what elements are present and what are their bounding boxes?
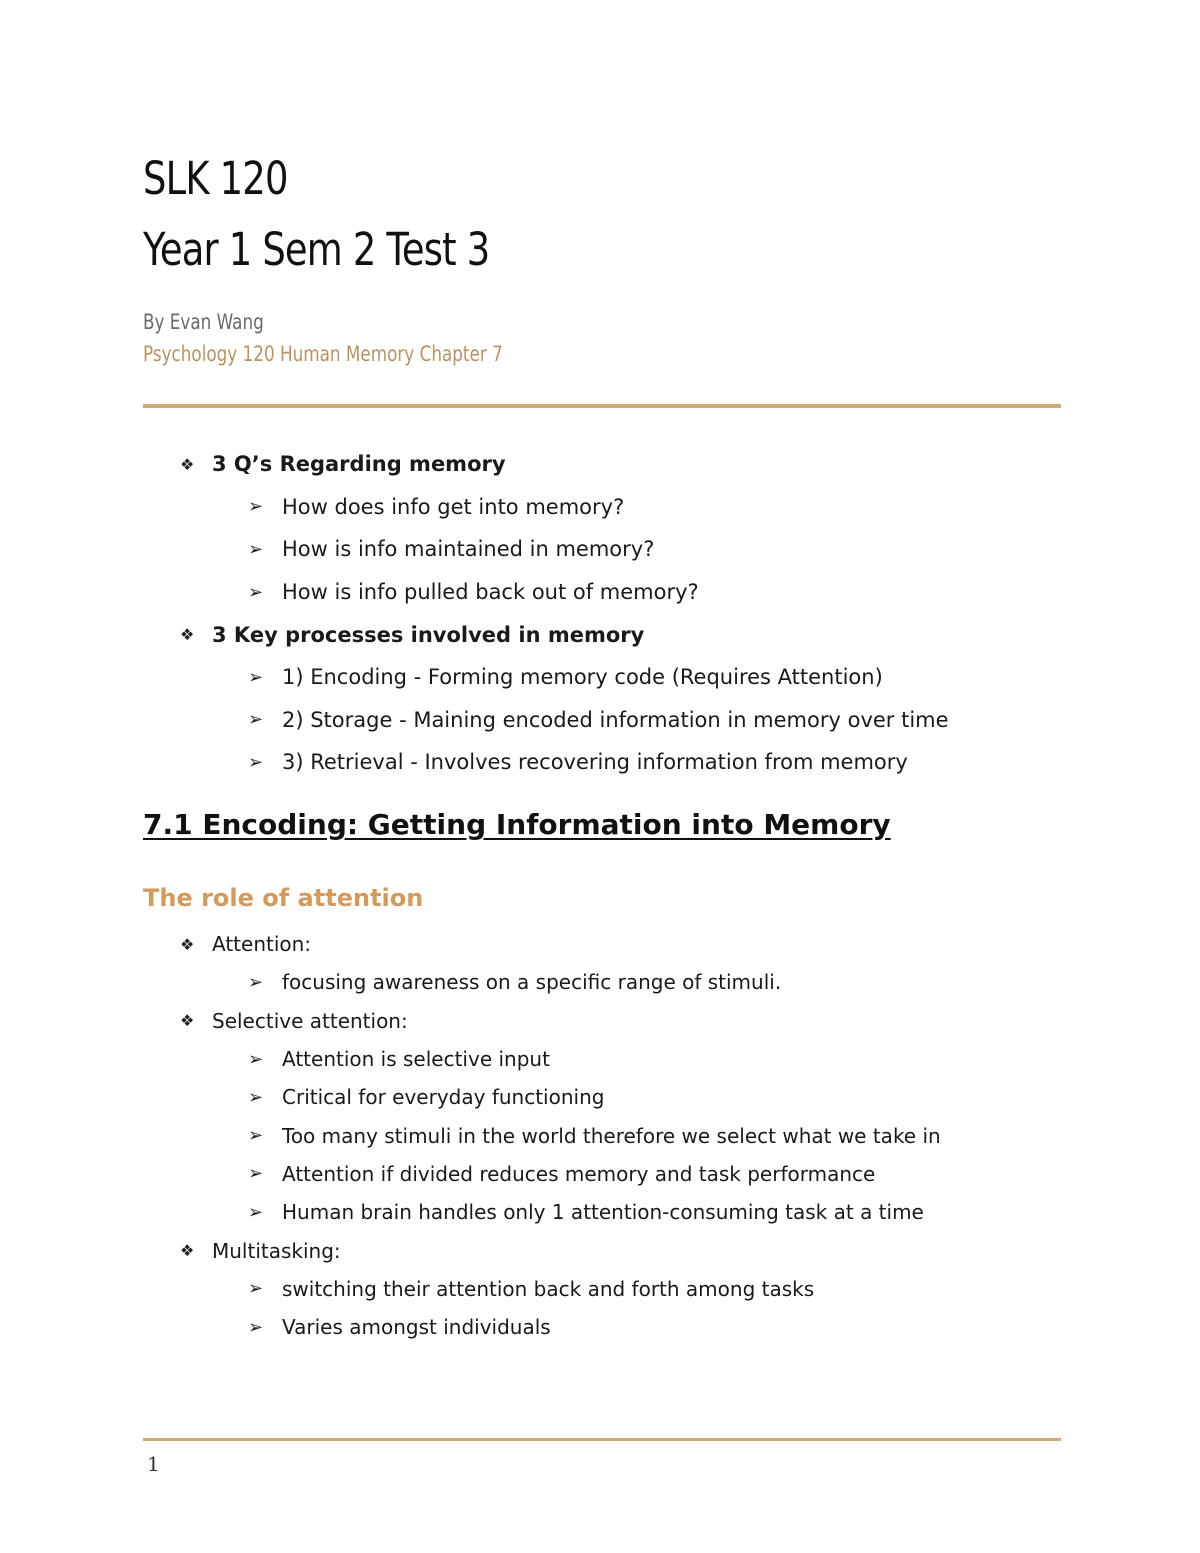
diamond-bullet-icon: ❖ <box>180 934 195 954</box>
arrow-bullet-icon: ➢ <box>248 538 264 560</box>
arrow-bullet-icon: ➢ <box>248 971 264 993</box>
footer-divider <box>143 1438 1061 1441</box>
document-subtitle: Year 1 Sem 2 Test 3 <box>143 223 490 276</box>
arrow-bullet-icon: ➢ <box>248 1048 264 1070</box>
list-heading: 3 Q’s Regarding memory <box>212 452 506 477</box>
list-text: 3) Retrieval - Involves recovering information from memory <box>282 750 908 775</box>
list-item <box>180 613 1080 656</box>
list-text: switching their attention back and forth among tasks <box>282 1276 815 1301</box>
overview-list <box>180 443 1080 784</box>
list-text: How does info get into memory? <box>282 494 625 519</box>
list-item <box>180 925 1080 963</box>
document-title: SLK 120 <box>143 152 288 205</box>
list-text: 1) Encoding - Forming memory code (Requires Attention) <box>282 665 883 690</box>
list-text: How is info maintained in memory? <box>282 537 655 562</box>
list-item <box>180 571 1080 614</box>
arrow-bullet-icon: ➢ <box>248 666 264 688</box>
list-text: focusing awareness on a specific range of stimuli. <box>282 970 782 995</box>
arrow-bullet-icon: ➢ <box>248 1278 264 1300</box>
arrow-bullet-icon: ➢ <box>248 1125 264 1147</box>
list-item <box>180 1116 1080 1154</box>
page-number: 1 <box>147 1452 160 1476</box>
list-item <box>180 741 1080 784</box>
list-heading: 3 Key processes involved in memory <box>212 622 645 647</box>
section-heading: 7.1 Encoding: Getting Information into Memory <box>143 808 891 841</box>
arrow-bullet-icon: ➢ <box>248 1163 264 1185</box>
arrow-bullet-icon: ➢ <box>248 1086 264 1108</box>
list-item <box>180 1155 1080 1193</box>
list-text: 2) Storage - Maining encoded information in memory over time <box>282 707 949 732</box>
list-text: How is info pulled back out of memory? <box>282 580 699 605</box>
list-item <box>180 1270 1080 1308</box>
list-text: Varies amongst individuals <box>282 1315 551 1340</box>
list-item <box>180 1308 1080 1346</box>
list-item <box>180 443 1080 486</box>
diamond-bullet-icon: ❖ <box>180 1241 195 1261</box>
arrow-bullet-icon: ➢ <box>248 1201 264 1223</box>
list-item <box>180 528 1080 571</box>
list-text: Too many stimuli in the world therefore we select what we take in <box>282 1123 941 1148</box>
list-item <box>180 699 1080 742</box>
list-item <box>180 963 1080 1001</box>
arrow-bullet-icon: ➢ <box>248 581 264 603</box>
list-item <box>180 656 1080 699</box>
diamond-bullet-icon: ❖ <box>180 1011 195 1031</box>
list-item <box>180 486 1080 529</box>
list-item <box>180 1002 1080 1040</box>
attention-list <box>180 925 1080 1346</box>
list-text: Attention is selective input <box>282 1047 550 1072</box>
arrow-bullet-icon: ➢ <box>248 1316 264 1338</box>
list-text: Attention if divided reduces memory and task performance <box>282 1161 876 1186</box>
course-line: Psychology 120 Human Memory Chapter 7 <box>143 342 503 366</box>
list-item <box>180 1231 1080 1269</box>
arrow-bullet-icon: ➢ <box>248 709 264 731</box>
diamond-bullet-icon: ❖ <box>180 625 195 645</box>
list-item <box>180 1040 1080 1078</box>
sub-heading: The role of attention <box>143 884 424 912</box>
arrow-bullet-icon: ➢ <box>248 496 264 518</box>
header-divider <box>143 404 1061 408</box>
list-item <box>180 1193 1080 1231</box>
list-item <box>180 1078 1080 1116</box>
diamond-bullet-icon: ❖ <box>180 454 195 474</box>
arrow-bullet-icon: ➢ <box>248 751 264 773</box>
list-heading: Attention: <box>212 932 312 957</box>
list-heading: Multitasking: <box>212 1238 341 1263</box>
list-text: Human brain handles only 1 attention-consuming task at a time <box>282 1200 924 1225</box>
author-line: By Evan Wang <box>143 310 264 334</box>
list-text: Critical for everyday functioning <box>282 1085 605 1110</box>
list-heading: Selective attention: <box>212 1008 408 1033</box>
